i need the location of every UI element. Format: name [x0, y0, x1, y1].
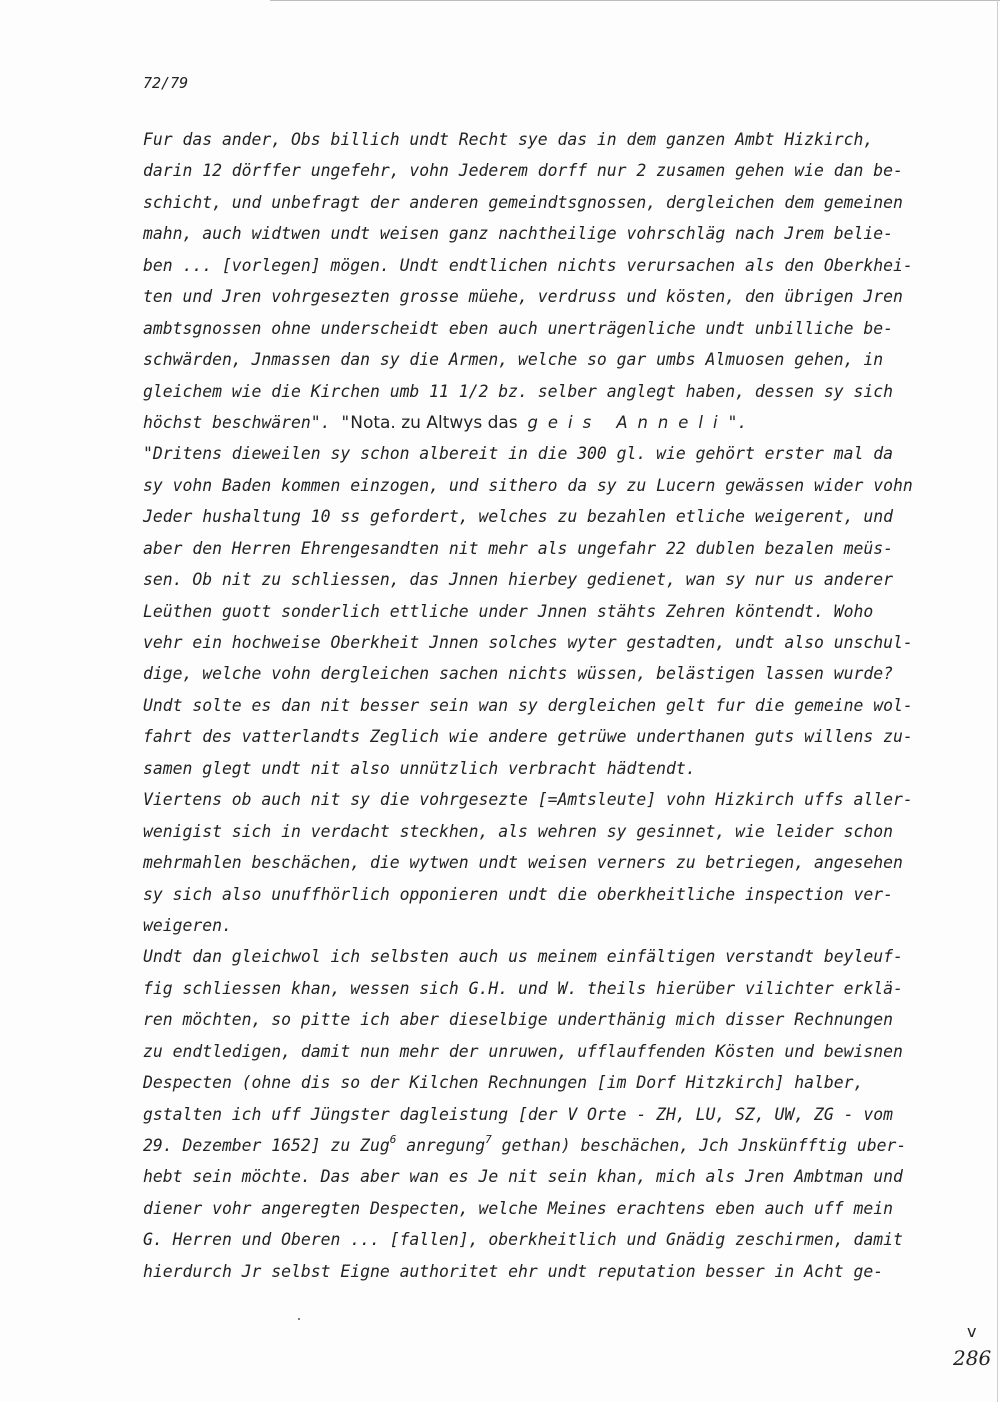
- text-line: sen. Ob nit zu schliessen, das Jnnen hierbey gedienet, wan sy nur us anderer: [143, 570, 893, 590]
- text-line-nota: [143, 407, 923, 438]
- text-line: Leüthen guott sonderlich ettliche under Jnnen stähts Zehren köntendt. Woho: [143, 601, 874, 621]
- text-segment: 29. Dezember 1652] zu Zug: [143, 1136, 390, 1155]
- text-segment: gethan) beschächen, Jch Jnskünfftig uber-: [491, 1136, 907, 1155]
- text-line: ben ... [vorlegen] mögen. Undt endtlichen nichts verursachen als den Oberkhei-: [143, 255, 913, 275]
- text-line: ren möchten, so pitte ich aber dieselbige underthänig mich disser Rechnungen: [143, 1010, 893, 1030]
- text-segment: anregung: [396, 1136, 486, 1155]
- text-line: samen glegt undt nit also unnützlich verbracht hädtendt.: [143, 758, 696, 778]
- text-line: dige, welche vohn dergleichen sachen nichts wüssen, belästigen lassen wurde?: [143, 664, 893, 684]
- scan-speck: [298, 1318, 300, 1320]
- text-line: aber den Herren Ehrengesandten nit mehr als ungefahr 22 dublen bezalen meüs-: [143, 538, 893, 558]
- text-line: Jeder hushaltung 10 ss gefordert, welches zu bezahlen etliche weigerent, und: [143, 507, 893, 527]
- text-line: fahrt des vatterlandts Zeglich wie andere getrüwe underthanen guts willens zu-: [143, 727, 913, 747]
- scan-edge-top: [270, 0, 1000, 1]
- text-line: weigeren.: [143, 915, 232, 935]
- folio-mark: v: [967, 1322, 977, 1341]
- transcription-body: [143, 124, 923, 1287]
- footnote-marker: 7: [485, 1132, 492, 1146]
- text-line: fig schliessen khan, wessen sich G.H. und W. theils hierüber vilichter erklä-: [143, 978, 903, 998]
- text-line: sy vohn Baden kommen einzogen, und sithero da sy zu Lucern gewässen wider vohn: [143, 475, 913, 495]
- text-line: ambtsgnossen ohne underscheidt eben auch unerträgenliche undt unbilliche be-: [143, 318, 893, 338]
- text-line: sy sich also unuffhörlich opponieren undt die oberkheitliche inspection ver-: [143, 884, 893, 904]
- text-segment: ".: [727, 412, 748, 432]
- scan-edge-right: [997, 0, 998, 1402]
- text-line: Viertens ob auch nit sy die vohrgesezte [=Amtsleute] vohn Hizkirch uffs aller-: [143, 790, 913, 810]
- text-line: wenigist sich in verdacht steckhen, als wehren sy gesinnet, wie leider schon: [143, 821, 893, 841]
- handwritten-note: Nota. zu Altwys das: [350, 412, 518, 433]
- page-reference: 72/79: [143, 74, 189, 92]
- text-line: hierdurch Jr selbst Eigne authoritet ehr undt reputation besser in Acht ge-: [143, 1261, 884, 1281]
- text-line: diener vohr angeregten Despecten, welche Meines erachtens eben auch uff mein: [143, 1198, 893, 1218]
- text-line: hebt sein möchte. Das aber wan es Je nit sein khan, mich als Jren Ambtman und: [143, 1167, 903, 1187]
- text-segment: höchst beschwären". ": [143, 412, 351, 432]
- handwritten-name: geis Anneli: [527, 412, 728, 432]
- text-line: "Dritens dieweilen sy schon albereit in die 300 gl. wie gehört erster mal da: [143, 444, 893, 464]
- text-line: mehrmahlen beschächen, die wytwen undt weisen verners zu betriegen, angesehen: [143, 853, 903, 873]
- text-line: G. Herren und Oberen ... [fallen], oberkheitlich und Gnädig zeschirmen, damit: [143, 1230, 903, 1250]
- text-line: schicht, und unbefragt der anderen gemeindtsgnossen, dergleichen dem gemeinen: [143, 192, 903, 212]
- folio-number: 286: [953, 1346, 992, 1370]
- text-line: zu endtledigen, damit nun mehr der unruwen, ufflauffenden Kösten und bewisnen: [143, 1041, 903, 1061]
- text-line: gstalten ich uff Jüngster dagleistung [der V Orte - ZH, LU, SZ, UW, ZG - vom: [143, 1104, 893, 1124]
- text-line-footnotes: [143, 1130, 923, 1161]
- text-line: schwärden, Jnmassen dan sy die Armen, welche so gar umbs Almuosen gehen, in: [143, 350, 884, 370]
- text-line: Despecten (ohne dis so der Kilchen Rechnungen [im Dorf Hitzkirch] halber,: [143, 1073, 864, 1093]
- text-line: ten und Jren vohrgesezten grosse müehe, verdruss und kösten, den übrigen Jren: [143, 287, 903, 307]
- text-line: vehr ein hochweise Oberkheit Jnnen solches wyter gestadten, undt also unschul-: [143, 633, 913, 652]
- text-line: darin 12 dörffer ungefehr, vohn Jederem dorff nur 2 zusamen gehen wie dan be-: [143, 161, 903, 181]
- text-line: Undt solte es dan nit besser sein wan sy dergleichen gelt fur die gemeine wol-: [143, 695, 913, 715]
- text-line: gleichem wie die Kirchen umb 11 1/2 bz. selber anglegt haben, dessen sy sich: [143, 381, 893, 401]
- text-line: Undt dan gleichwol ich selbsten auch us meinem einfältigen verstandt beyleuf-: [143, 947, 903, 967]
- text-line: mahn, auch widtwen undt weisen ganz nachtheilige vohrschläg nach Jrem belie-: [143, 224, 893, 244]
- footnote-marker: 6: [389, 1132, 397, 1146]
- text-line: Fur das ander, Obs billich undt Recht sye das in dem ganzen Ambt Hizkirch,: [143, 130, 874, 149]
